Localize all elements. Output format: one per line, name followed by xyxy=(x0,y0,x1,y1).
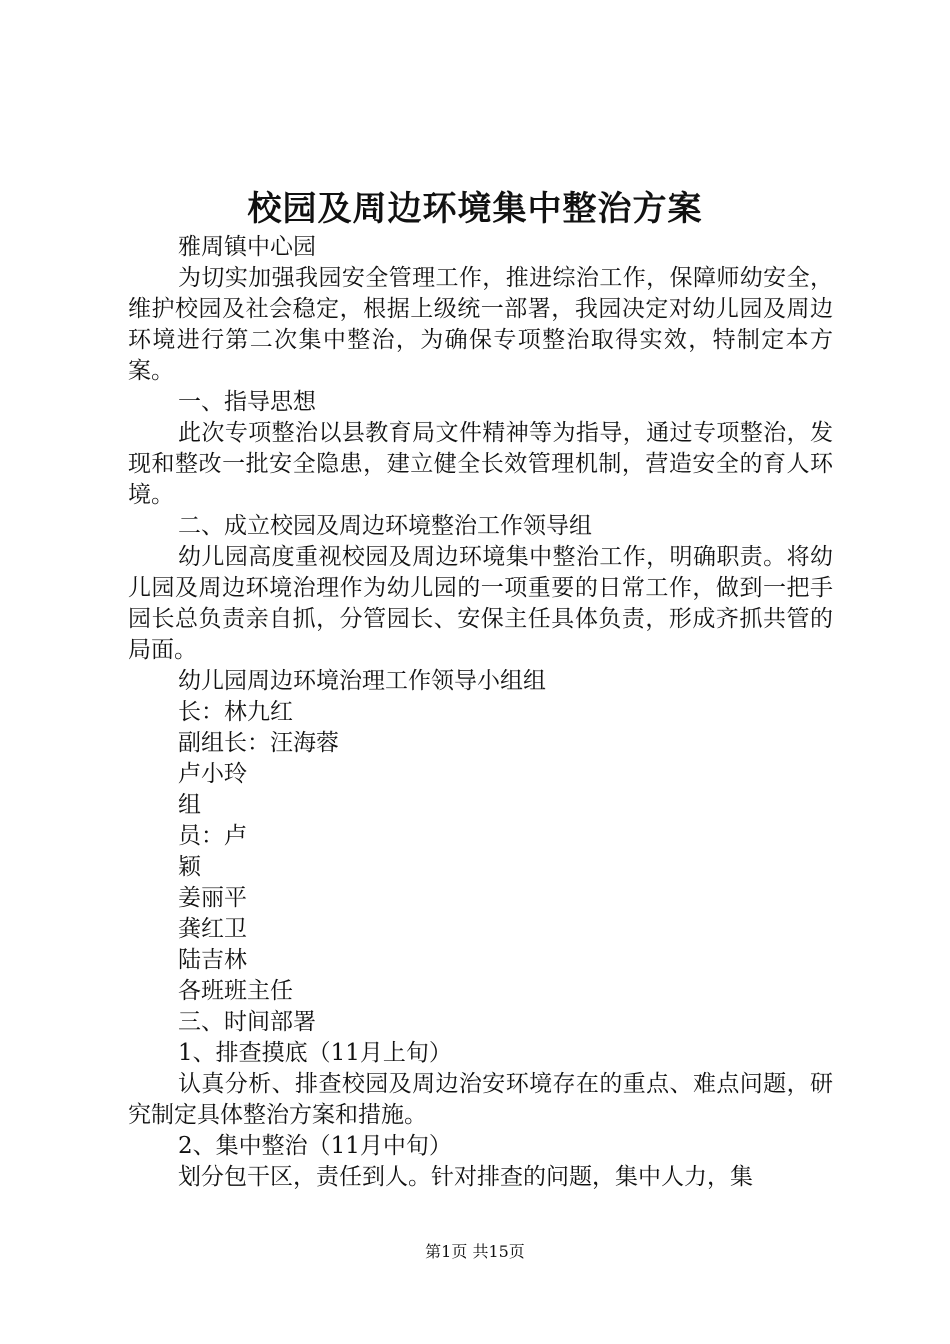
step2-paragraph: 划分包干区，责任到人。针对排查的问题，集中人力，集 xyxy=(178,1164,753,1190)
group-line: 幼儿园周边环境治理工作领导小组组 xyxy=(178,668,546,694)
group-line: 颖 xyxy=(178,854,201,880)
group-line: 陆吉林 xyxy=(178,947,247,973)
step1-heading: 1、排查摸底（11月上旬） xyxy=(178,1040,452,1066)
group-line: 卢小玲 xyxy=(178,761,247,787)
group-line: 员：卢 xyxy=(178,823,247,849)
section1-paragraph: 此次专项整治以县教育局文件精神等为指导，通过专项整治，发现和整改一批安全隐患，建立健全长效管理机制，营造安全的育人环境。 xyxy=(128,420,833,508)
intro-paragraph: 为切实加强我园安全管理工作，推进综治工作，保障师幼安全，维护校园及社会稳定，根据上级统一部署，我园决定对幼儿园及周边环境进行第二次集中整治，为确保专项整治取得实效，特制定本方案。 xyxy=(128,265,833,384)
document-title: 校园及周边环境集中整治方案 xyxy=(247,189,703,229)
section1-heading: 一、指导思想 xyxy=(178,389,316,415)
author-line: 雅周镇中心园 xyxy=(178,234,316,260)
group-line: 姜丽平 xyxy=(178,885,247,911)
document-body xyxy=(128,232,833,1193)
group-line: 组 xyxy=(178,792,201,818)
page-footer: 第1页 共15页 xyxy=(425,1242,525,1261)
section2-paragraph: 幼儿园高度重视校园及周边环境集中整治工作，明确职责。将幼儿园及周边环境治理作为幼儿园的一项重要的日常工作，做到一把手园长总负责亲自抓，分管园长、安保主任具体负责，形成齐抓共管的局面。 xyxy=(128,544,833,663)
group-line: 龚红卫 xyxy=(178,916,247,942)
group-line: 各班班主任 xyxy=(178,978,293,1004)
step1-paragraph: 认真分析、排查校园及周边治安环境存在的重点、难点问题，研究制定具体整治方案和措施。 xyxy=(128,1071,833,1128)
group-line: 长：林九红 xyxy=(178,699,293,725)
section3-heading: 三、时间部署 xyxy=(178,1009,316,1035)
section2-heading: 二、成立校园及周边环境整治工作领导组 xyxy=(178,513,592,539)
group-line: 副组长：汪海蓉 xyxy=(178,730,339,756)
step2-heading: 2、集中整治（11月中旬） xyxy=(178,1133,452,1159)
